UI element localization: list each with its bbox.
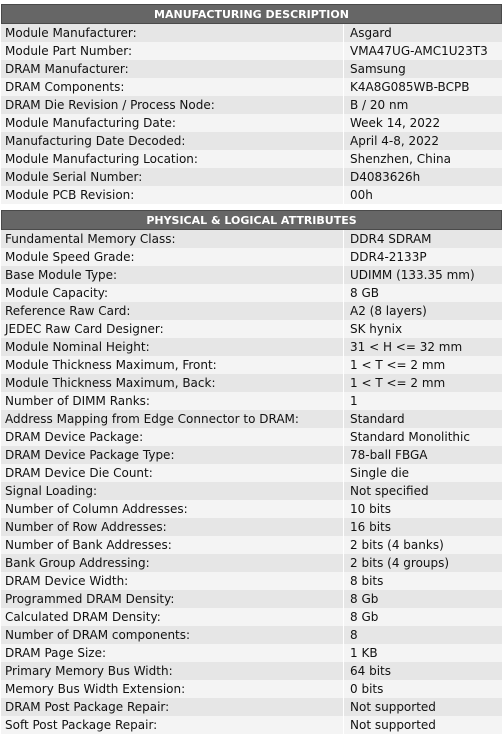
attribute-label: Module Manufacturing Date: — [1, 114, 344, 132]
attribute-label: Manufacturing Date Decoded: — [1, 132, 344, 150]
section-header-attributes: PHYSICAL & LOGICAL ATTRIBUTES — [1, 210, 502, 230]
attribute-label: DRAM Manufacturer: — [1, 60, 344, 78]
attribute-label: Number of Row Addresses: — [1, 518, 344, 536]
attribute-value: 2 bits (4 banks) — [350, 538, 444, 552]
attribute-label: JEDEC Raw Card Designer: — [1, 320, 344, 338]
attribute-value: Shenzhen, China — [350, 152, 452, 166]
table-row — [1, 320, 502, 338]
table-row — [1, 518, 502, 536]
attribute-label: DRAM Post Package Repair: — [1, 698, 344, 716]
attribute-value: 78-ball FBGA — [350, 448, 428, 462]
attribute-label: Number of DIMM Ranks: — [1, 392, 344, 410]
attribute-value: 31 < H <= 32 mm — [350, 340, 463, 354]
attribute-value: April 4-8, 2022 — [350, 134, 440, 148]
attribute-label: Module Part Number: — [1, 42, 344, 60]
attribute-label: Module Thickness Maximum, Front: — [1, 356, 344, 374]
attribute-value: D4083626h — [350, 170, 421, 184]
attribute-label: Module Manufacturer: — [1, 24, 344, 42]
table-row — [1, 132, 502, 150]
attribute-value: Samsung — [350, 62, 406, 76]
attribute-label: Address Mapping from Edge Connector to DRAM: — [1, 410, 344, 428]
table-row — [1, 78, 502, 96]
attribute-label: DRAM Device Width: — [1, 572, 344, 590]
table-row — [1, 392, 502, 410]
attribute-label: Module PCB Revision: — [1, 186, 344, 204]
attribute-value: 1 < T <= 2 mm — [350, 358, 446, 372]
attribute-value: UDIMM (133.35 mm) — [350, 268, 475, 282]
table-row — [1, 716, 502, 734]
table-row — [1, 302, 502, 320]
table-row — [1, 446, 502, 464]
attribute-value: Week 14, 2022 — [350, 116, 441, 130]
table-row — [1, 662, 502, 680]
attribute-value: 8 Gb — [350, 592, 379, 606]
attribute-label: Memory Bus Width Extension: — [1, 680, 344, 698]
attribute-value: Standard — [350, 412, 405, 426]
attribute-label: Number of Column Addresses: — [1, 500, 344, 518]
table-row — [1, 356, 502, 374]
attribute-value: 2 bits (4 groups) — [350, 556, 450, 570]
table-row — [1, 60, 502, 78]
table-row — [1, 464, 502, 482]
attribute-value: SK hynix — [350, 322, 403, 336]
attribute-value: 00h — [350, 188, 373, 202]
attribute-label: Base Module Type: — [1, 266, 344, 284]
attribute-label: Primary Memory Bus Width: — [1, 662, 344, 680]
table-row — [1, 680, 502, 698]
attribute-value: 8 GB — [350, 286, 379, 300]
attribute-label: Module Capacity: — [1, 284, 344, 302]
table-row — [1, 590, 502, 608]
attribute-value: 0 bits — [350, 682, 384, 696]
attribute-label: Fundamental Memory Class: — [1, 230, 344, 248]
manufacturing-rows — [1, 24, 502, 204]
attribute-label: Number of DRAM components: — [1, 626, 344, 644]
table-row — [1, 248, 502, 266]
table-row — [1, 500, 502, 518]
attribute-label: Module Serial Number: — [1, 168, 344, 186]
table-row — [1, 626, 502, 644]
table-row — [1, 230, 502, 248]
section-header-manufacturing: MANUFACTURING DESCRIPTION — [1, 4, 502, 24]
attribute-value: Standard Monolithic — [350, 430, 470, 444]
attribute-label: Soft Post Package Repair: — [1, 716, 344, 734]
table-row — [1, 536, 502, 554]
attribute-label: Module Thickness Maximum, Back: — [1, 374, 344, 392]
table-row — [1, 168, 502, 186]
table-row — [1, 338, 502, 356]
table-row — [1, 410, 502, 428]
attribute-value: VMA47UG-AMC1U23T3 — [350, 44, 488, 58]
attribute-label: DRAM Components: — [1, 78, 344, 96]
attribute-value: K4A8G085WB-BCPB — [350, 80, 470, 94]
attribute-value: DDR4-2133P — [350, 250, 427, 264]
attribute-label: DRAM Device Die Count: — [1, 464, 344, 482]
table-row — [1, 24, 502, 42]
attribute-value: Single die — [350, 466, 410, 480]
attribute-value: 8 — [350, 628, 358, 642]
table-row — [1, 114, 502, 132]
table-row — [1, 554, 502, 572]
attribute-value: 8 Gb — [350, 610, 379, 624]
table-row — [1, 572, 502, 590]
table-row — [1, 150, 502, 168]
attribute-value: Not supported — [350, 718, 436, 732]
attribute-label: Calculated DRAM Density: — [1, 608, 344, 626]
table-row — [1, 96, 502, 114]
attribute-value: Asgard — [350, 26, 392, 40]
attribute-label: Module Speed Grade: — [1, 248, 344, 266]
table-row — [1, 428, 502, 446]
attribute-value: 1 < T <= 2 mm — [350, 376, 446, 390]
table-row — [1, 698, 502, 716]
attribute-label: DRAM Page Size: — [1, 644, 344, 662]
attribute-value: Not supported — [350, 700, 436, 714]
attribute-value: 8 bits — [350, 574, 384, 588]
attribute-value: A2 (8 layers) — [350, 304, 427, 318]
table-row — [1, 186, 502, 204]
table-row — [1, 374, 502, 392]
attribute-value: Not specified — [350, 484, 429, 498]
attribute-value: 10 bits — [350, 502, 391, 516]
spd-info-table — [1, 0, 502, 734]
table-row — [1, 482, 502, 500]
table-row — [1, 608, 502, 626]
attribute-value: 64 bits — [350, 664, 391, 678]
attribute-label: Reference Raw Card: — [1, 302, 344, 320]
attribute-value: 16 bits — [350, 520, 391, 534]
attribute-label: Signal Loading: — [1, 482, 344, 500]
attribute-label: Bank Group Addressing: — [1, 554, 344, 572]
attribute-label: DRAM Device Package: — [1, 428, 344, 446]
attribute-value: DDR4 SDRAM — [350, 232, 432, 246]
attribute-label: Module Nominal Height: — [1, 338, 344, 356]
table-row — [1, 644, 502, 662]
attribute-label: Number of Bank Addresses: — [1, 536, 344, 554]
attribute-label: DRAM Die Revision / Process Node: — [1, 96, 344, 114]
attribute-label: Module Manufacturing Location: — [1, 150, 344, 168]
attribute-label: Programmed DRAM Density: — [1, 590, 344, 608]
table-row — [1, 266, 502, 284]
attribute-value: 1 KB — [350, 646, 378, 660]
attribute-value: B / 20 nm — [350, 98, 409, 112]
attribute-rows — [1, 230, 502, 734]
attribute-label: DRAM Device Package Type: — [1, 446, 344, 464]
attribute-value: 1 — [350, 394, 358, 408]
table-row — [1, 42, 502, 60]
table-row — [1, 284, 502, 302]
